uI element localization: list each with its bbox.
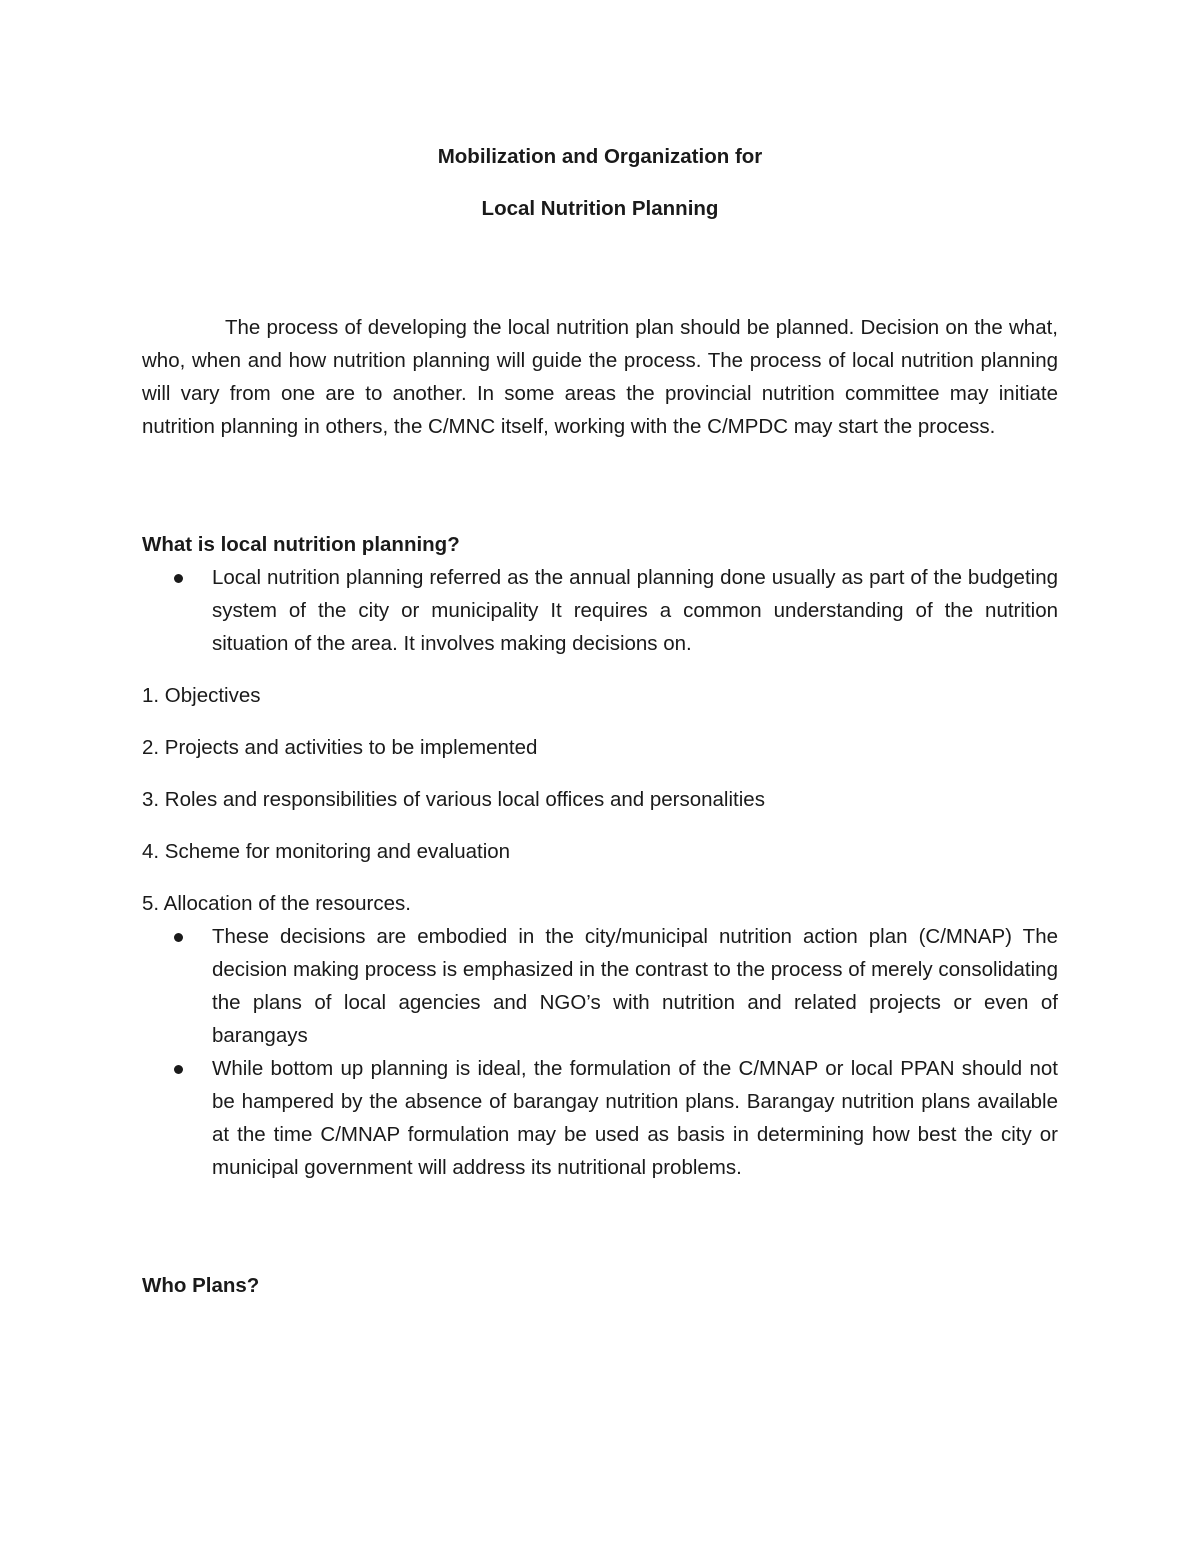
bullet-list-cmnap [142,920,1058,1184]
intro-paragraph: The process of developing the local nutrition plan should be planned. Decision on the what, who, when and how nutrition planning will guide the process. The process of local nutrition planning will vary from one are to another. In some areas the provincial nutrition committee may initiate nutrition planning in others, the C/MNC itself, working with the C/MPDC may start the process. [142,316,1058,438]
numbered-item-projects: 2. Projects and activities to be implemented [142,736,538,759]
section-heading-what-is-planning: What is local nutrition planning? [142,533,460,556]
bullet-text: These decisions are embodied in the city/municipal nutrition action plan (C/MNAP) The decision making process is emphasized in the contrast to the process of merely consolidating the plans of local agencies and NGO’s with nutrition and related projects or even of barangays [212,925,1058,1047]
bullet-item [142,1052,1058,1184]
numbered-item-objectives: 1. Objectives [142,684,261,707]
bullet-list-definition [142,561,1058,660]
bullet-text: Local nutrition planning referred as the annual planning done usually as part of the budgeting system of the city or municipality It requires a common understanding of the nutrition situation of the area. It involves making decisions on. [212,566,1058,655]
bullet-dot-icon [174,1065,183,1074]
document-page [142,140,1058,1302]
bullet-dot-icon [174,574,183,583]
bullet-item [142,920,1058,1052]
bullet-text: While bottom up planning is ideal, the formulation of the C/MNAP or local PPAN should not be hampered by the absence of barangay nutrition plans. Barangay nutrition plans available at the time C/MNAP formulation may be used as basis in determining how best the city or municipal government will address its nutritional problems. [212,1057,1058,1179]
numbered-item-allocation: 5. Allocation of the resources. [142,892,411,915]
numbered-item-monitoring: 4. Scheme for monitoring and evaluation [142,840,511,863]
bullet-item [142,561,1058,660]
section-heading-who-plans: Who Plans? [142,1274,260,1297]
bullet-dot-icon [174,933,183,942]
document-title-line-2: Local Nutrition Planning [481,197,719,220]
numbered-list-decisions [142,679,1058,920]
numbered-item-roles: 3. Roles and responsibilities of various local offices and personalities [142,788,765,811]
document-title-line-1: Mobilization and Organization for [437,145,763,168]
